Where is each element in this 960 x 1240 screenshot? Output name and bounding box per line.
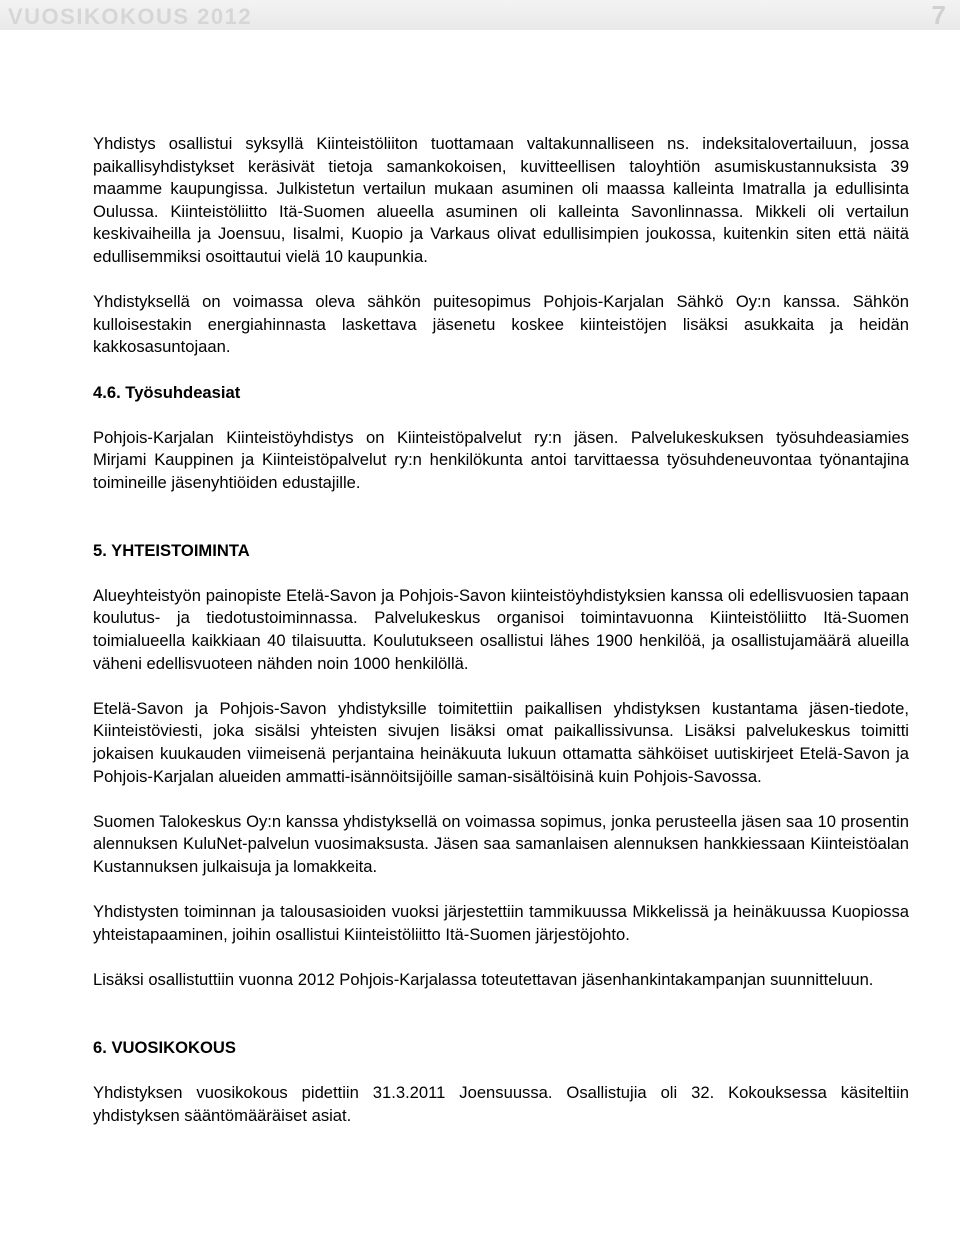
document-body	[93, 133, 909, 1150]
paragraph-electricity-agreement: Yhdistyksellä on voimassa oleva sähkön puitesopimus Pohjois-Karjalan Sähkö Oy:n kanssa. Sähkön kulloisestakin energiahinnasta laskettava jäsenetu koskee kiinteistöjen lisäksi asukkaita ja heidän kakkosasuntojaan.	[93, 292, 909, 357]
paragraph-joint-meeting: Yhdistysten toiminnan ja talousasioiden vuoksi järjestettiin tammikuussa Mikkelissä ja heinäkuussa Kuopiossa yhteistapaaminen, joihin osallistui Kiinteistöliitto Itä-Suomen järjestöjohto.	[93, 902, 909, 944]
paragraph-annual-meeting: Yhdistyksen vuosikokous pidettiin 31.3.2011 Joensuussa. Osallistujia oli 32. Kokouksessa käsiteltiin yhdistyksen sääntömääräiset asiat.	[93, 1082, 909, 1125]
paragraph-member-bulletin: Etelä-Savon ja Pohjois-Savon yhdistyksille toimitettiin paikallisen yhdistyksen kustantama jäsen-tiedote, Kiinteistöviesti, joka sisälsi yhteisten sivujen lisäksi omat paikallissivunsa. Lisäksi palvelukeskus toimitti jokaisen kuukauden viimeisenä perjantaina heinäkuuta lukuun ottamatta sähköiset uutiskirjeet Etelä-Savon ja Pohjois-Karjalan alueiden ammatti-isännöitsijöille saman-sisältöisinä kuin Pohjois-Savossa.	[93, 698, 909, 786]
paragraph-employment-matters: Pohjois-Karjalan Kiinteistöyhdistys on Kiinteistöpalvelut ry:n jäsen. Palvelukeskuksen työsuhdeasiamies Mirjami Kauppinen ja Kiinteistöpalvelut ry:n henkilökunta antoi tarvittaessa työsuhdeneuvontaa työnantajina toimineille jäsenyhtiöiden edustajille.	[93, 427, 909, 492]
paragraph-regional-cooperation: Alueyhteistyön painopiste Etelä-Savon ja Pohjois-Savon kiinteistöyhdistyksien kanssa oli edellisvuosien tapaan koulutus- ja tiedotustoiminnassa. Palvelukeskus organisoi toimintavuonna Kiinteistöliitto Itä-Suomen toimialueella kaikkiaan 40 tilaisuutta. Koulutukseen osallistui lähes 1900 henkilöä, ja osallistujamäärä alueilla väheni edellisvuoteen nähden noin 1000 henkilöllä.	[93, 585, 909, 673]
paragraph-talokeskus-agreement: Suomen Talokeskus Oy:n kanssa yhdistyksellä on voimassa sopimus, jonka perusteella jäsen saa 10 prosentin alennuksen KuluNet-palvelun vuosimaksusta. Jäsen saa samanlaisen alennuksen hankkiessaan Kiinteistöalan Kustannuksen julkaisuja ja lomakkeita.	[93, 811, 909, 876]
section-heading-4-6: 4.6. Työsuhdeasiat	[93, 382, 241, 402]
section-heading-5: 5. YHTEISTOIMINTA	[93, 540, 250, 560]
page-number: 7	[931, 0, 946, 30]
paragraph-membership-campaign: Lisäksi osallistuttiin vuonna 2012 Pohjois-Karjalassa toteutettavan jäsenhankintakampanjan suunnitteluun.	[93, 969, 874, 989]
paragraph-index-comparison: Yhdistys osallistui syksyllä Kiinteistöliiton tuottamaan valtakunnalliseen ns. indeksitalovertailuun, jossa paikallisyhdistykset keräsivät tietoja samankokoisen, kuvitteellisen taloyhtiön asumiskustannuksista 39 maamme kaupungissa. Julkistetun vertailun mukaan asuminen oli maassa kalleinta Imatralla ja edullisinta Oulussa. Kiinteistöliitto Itä-Suomen alueella asuminen oli kalleinta Savonlinnassa. Mikkeli oli vertailun keskivaiheilla ja Joensuu, Iisalmi, Kuopio ja Varkaus olivat edullisimpien joukossa, kuitenkin siten että näitä edullisemmiksi osoittautui vielä 10 kaupunkia.	[93, 134, 909, 266]
page-header	[0, 0, 960, 30]
header-title: VUOSIKOKOUS 2012	[8, 4, 253, 29]
spacer	[93, 517, 909, 540]
spacer	[93, 1014, 909, 1037]
section-heading-6: 6. VUOSIKOKOUS	[93, 1037, 236, 1057]
